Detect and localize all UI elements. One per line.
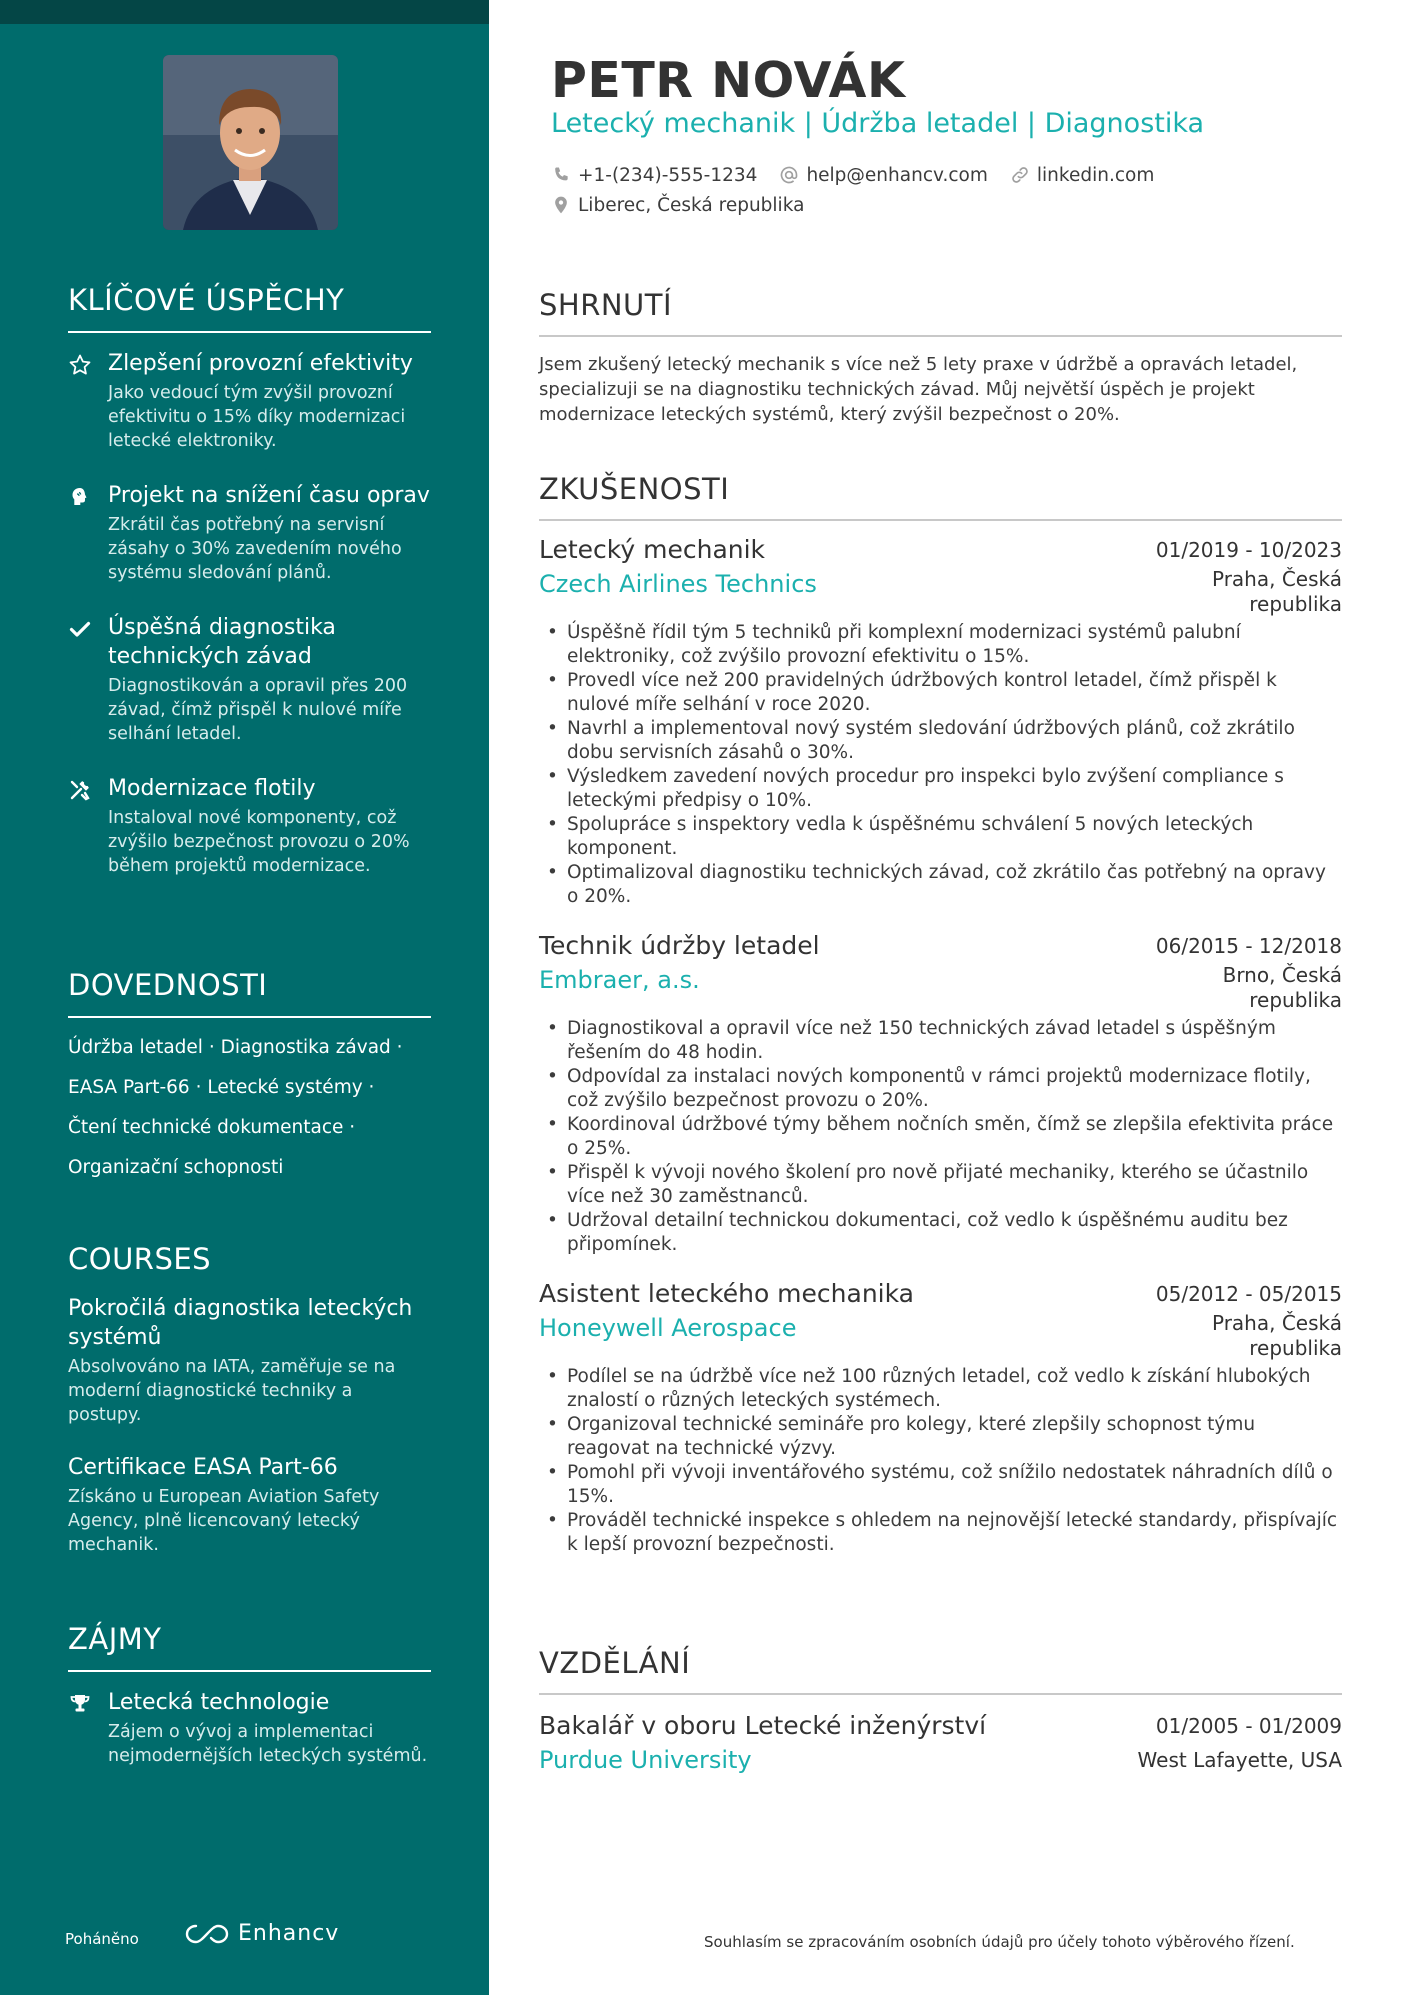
achievement-item <box>68 613 431 746</box>
job-location: Praha, Česká republika <box>1211 567 1342 616</box>
job-bullets <box>539 621 1342 909</box>
achievement-description: Jako vedoucí tým zvýšil provozní efektivitu o 15% díky modernizaci letecké elektroniky. <box>108 383 406 451</box>
enhancv-brand: Enhancv <box>238 1921 340 1946</box>
job-bullet: • Spolupráce s inspektory vedla k úspěšnému schválení 5 nových leteckých komponent. <box>539 813 1342 861</box>
achievement-description: Instaloval nové komponenty, což zvýšilo bezpečnost provozu o 20% během projektů modernizace. <box>108 808 410 876</box>
job-dates: 05/2012 - 05/2015 <box>1155 1282 1342 1306</box>
location-text: Liberec, Česká republika <box>578 194 805 216</box>
degree-title: Bakalář v oboru Letecké inženýrství <box>539 1711 987 1740</box>
profile-photo <box>163 55 338 230</box>
job-bullet: • Přispěl k vývoji nového školení pro nově přijaté mechaniky, kterého se účastnilo více než 30 zaměstnanců. <box>539 1161 1342 1209</box>
infinity-icon <box>184 1922 230 1946</box>
job-bullet: • Organizoval technické semináře pro kolegy, které zlepšily schopnost týmu reagovat na technické výzvy. <box>539 1413 1342 1461</box>
education-section <box>539 1646 1342 1777</box>
achievement-title: Zlepšení provozní efektivity <box>108 351 413 376</box>
link-icon <box>1010 165 1030 185</box>
job-bullet: • Odpovídal za instalaci nových komponentů v rámci projektů modernizace flotily, což zvýšilo bezpečnost provozu o 20%. <box>539 1065 1342 1113</box>
job-bullet: • Provedl více než 200 pravidelných údržbových kontrol letadel, čímž přispěl k nulové míře selhání v roce 2020. <box>539 669 1342 717</box>
skill-line: EASA Part-66 · Letecké systémy · <box>68 1077 375 1098</box>
job-bullet: • Úspěšně řídil tým 5 techniků při komplexní modernizaci systémů palubní elektroniky, což zvýšilo provozní efektivitu o 15%. <box>539 621 1342 669</box>
experience-section <box>539 472 1342 1557</box>
location-contact <box>551 195 804 216</box>
achievement-description: Diagnostikován a opravil přes 200 závad, čímž přispěl k nulové míře selhání letadel. <box>108 676 408 744</box>
job-bullet: • Diagnostikoval a opravil více než 150 technických závad letadel s úspěšným řešením do 48 hodin. <box>539 1017 1342 1065</box>
job-title: Technik údržby letadel <box>539 931 820 960</box>
school-name: Purdue University <box>539 1746 752 1774</box>
education-location: West Lafayette, USA <box>1137 1748 1342 1772</box>
interests-section <box>68 1622 431 1768</box>
skill-line: Údržba letadel · Diagnostika závad · <box>68 1037 403 1058</box>
course-item <box>68 1453 431 1557</box>
job-bullet: • Pomohl při vývoji inventářového systému, což snížilo nedostatek náhradních dílů o 15%. <box>539 1461 1342 1509</box>
achievements-section <box>68 283 431 878</box>
summary-heading: SHRNUTÍ <box>539 288 1342 337</box>
linkedin-url: linkedin.com <box>1036 164 1155 186</box>
job-bullet: • Podílel se na údržbě více než 100 různých letadel, což vedlo k získání hlubokých znalostí o různých leteckých systémech. <box>539 1365 1342 1413</box>
job-dates: 06/2015 - 12/2018 <box>1155 934 1342 958</box>
interest-title: Letecká technologie <box>108 1690 330 1715</box>
tools-icon <box>68 778 92 802</box>
course-title: Certifikace EASA Part-66 <box>68 1455 338 1480</box>
job-location: Praha, Česká republika <box>1211 1311 1342 1360</box>
job-entry <box>539 1277 1342 1557</box>
course-description: Absolvováno na IATA, zaměřuje se na moderní diagnostické techniky a postupy. <box>68 1357 396 1425</box>
trophy-icon <box>68 1692 92 1716</box>
candidate-headline: Letecký mechanik | Údržba letadel | Diagnostika <box>551 108 1205 139</box>
main-content <box>489 0 1410 1995</box>
phone-contact[interactable] <box>551 165 757 186</box>
at-icon <box>779 165 799 185</box>
powered-by-label: Poháněno <box>65 1930 139 1948</box>
check-icon <box>68 617 92 641</box>
interests-heading: ZÁJMY <box>68 1622 431 1672</box>
education-heading: VZDĚLÁNÍ <box>539 1646 1342 1695</box>
achievement-title: Projekt na snížení času oprav <box>108 483 430 508</box>
achievement-item <box>68 774 431 878</box>
phone-icon <box>551 165 571 185</box>
course-description: Získáno u European Aviation Safety Agency, plně licencovaný letecký mechanik. <box>68 1487 380 1555</box>
job-title: Letecký mechanik <box>539 535 766 564</box>
enhancv-logo[interactable] <box>184 1921 339 1946</box>
contact-info <box>551 160 1171 220</box>
job-location: Brno, Česká republika <box>1222 963 1342 1012</box>
job-bullet: • Optimalizoval diagnostiku technických závad, což zkrátilo čas potřebný na opravy o 20%. <box>539 861 1342 909</box>
skill-line: Organizační schopnosti <box>68 1157 284 1178</box>
job-bullets <box>539 1365 1342 1557</box>
job-entry <box>539 533 1342 909</box>
achievements-heading: KLÍČOVÉ ÚSPĚCHY <box>68 283 431 333</box>
job-bullets <box>539 1017 1342 1257</box>
company-name: Honeywell Aerospace <box>539 1314 797 1342</box>
job-dates: 01/2019 - 10/2023 <box>1155 538 1342 562</box>
courses-section <box>68 1242 431 1557</box>
sidebar-top-bar <box>0 0 489 24</box>
job-bullet: • Udržoval detailní technickou dokumentaci, což vedlo k úspěšnému auditu bez připomínek. <box>539 1209 1342 1257</box>
job-bullet: • Koordinoval údržbové týmy během nočních směn, čímž se zlepšila efektivita práce o 25%. <box>539 1113 1342 1161</box>
phone-number: +1-(234)-555-1234 <box>578 164 758 186</box>
email-contact[interactable] <box>779 165 987 186</box>
company-name: Embraer, a.s. <box>539 966 700 994</box>
interest-item <box>68 1688 431 1768</box>
star-icon <box>68 353 92 377</box>
achievement-title: Úspěšná diagnostika technických závad <box>108 615 336 669</box>
achievement-item <box>68 481 431 585</box>
linkedin-contact[interactable] <box>1010 165 1154 186</box>
courses-heading: COURSES <box>68 1242 212 1276</box>
interest-description: Zájem o vývoj a implementaci nejmodernějších leteckých systémů. <box>108 1722 428 1766</box>
course-title: Pokročilá diagnostika leteckých systémů <box>68 1296 413 1350</box>
summary-text: Jsem zkušený letecký mechanik s více než 5 lety praxe v údržbě a opravách letadel, specializuji se na diagnostiku technických závad. Můj největší úspěch je projekt modernizace leteckých systémů, který zvýšil bezpečnost o 20%. <box>539 354 1298 425</box>
summary-section <box>539 288 1342 427</box>
job-bullet: • Prováděl technické inspekce s ohledem na nejnovější letecké standardy, přispívajíc k lepší provozní bezpečnosti. <box>539 1509 1342 1557</box>
achievement-item <box>68 349 431 453</box>
achievement-title: Modernizace flotily <box>108 776 316 801</box>
job-entry <box>539 929 1342 1257</box>
brain-icon <box>68 485 92 509</box>
skills-heading: DOVEDNOSTI <box>68 968 431 1018</box>
job-bullet: • Výsledkem zavedení nových procedur pro inspekci bylo zvýšení compliance s leteckými předpisy o 10%. <box>539 765 1342 813</box>
job-title: Asistent leteckého mechanika <box>539 1279 914 1308</box>
job-bullet: • Navrhl a implementoval nový systém sledování údržbových plánů, což zkrátilo dobu servisních zásahů o 30%. <box>539 717 1342 765</box>
candidate-name: PETR NOVÁK <box>551 52 906 109</box>
skill-line: Čtení technické dokumentace · <box>68 1117 356 1138</box>
education-entry <box>539 1709 1342 1777</box>
course-item <box>68 1294 431 1427</box>
achievement-description: Zkrátil čas potřebný na servisní zásahy o 30% zavedením nového systému sledování plánů. <box>108 515 402 583</box>
education-dates: 01/2005 - 01/2009 <box>1155 1714 1342 1738</box>
consent-text: Souhlasím se zpracováním osobních údajů pro účely tohoto výběrového řízení. <box>704 1933 1295 1951</box>
email-address: help@enhancv.com <box>806 164 988 186</box>
skills-list <box>68 1028 431 1188</box>
location-pin-icon <box>551 195 571 215</box>
company-name: Czech Airlines Technics <box>539 570 817 598</box>
sidebar <box>0 0 489 1995</box>
experience-heading: ZKUŠENOSTI <box>539 472 1342 521</box>
skills-section <box>68 968 431 1188</box>
